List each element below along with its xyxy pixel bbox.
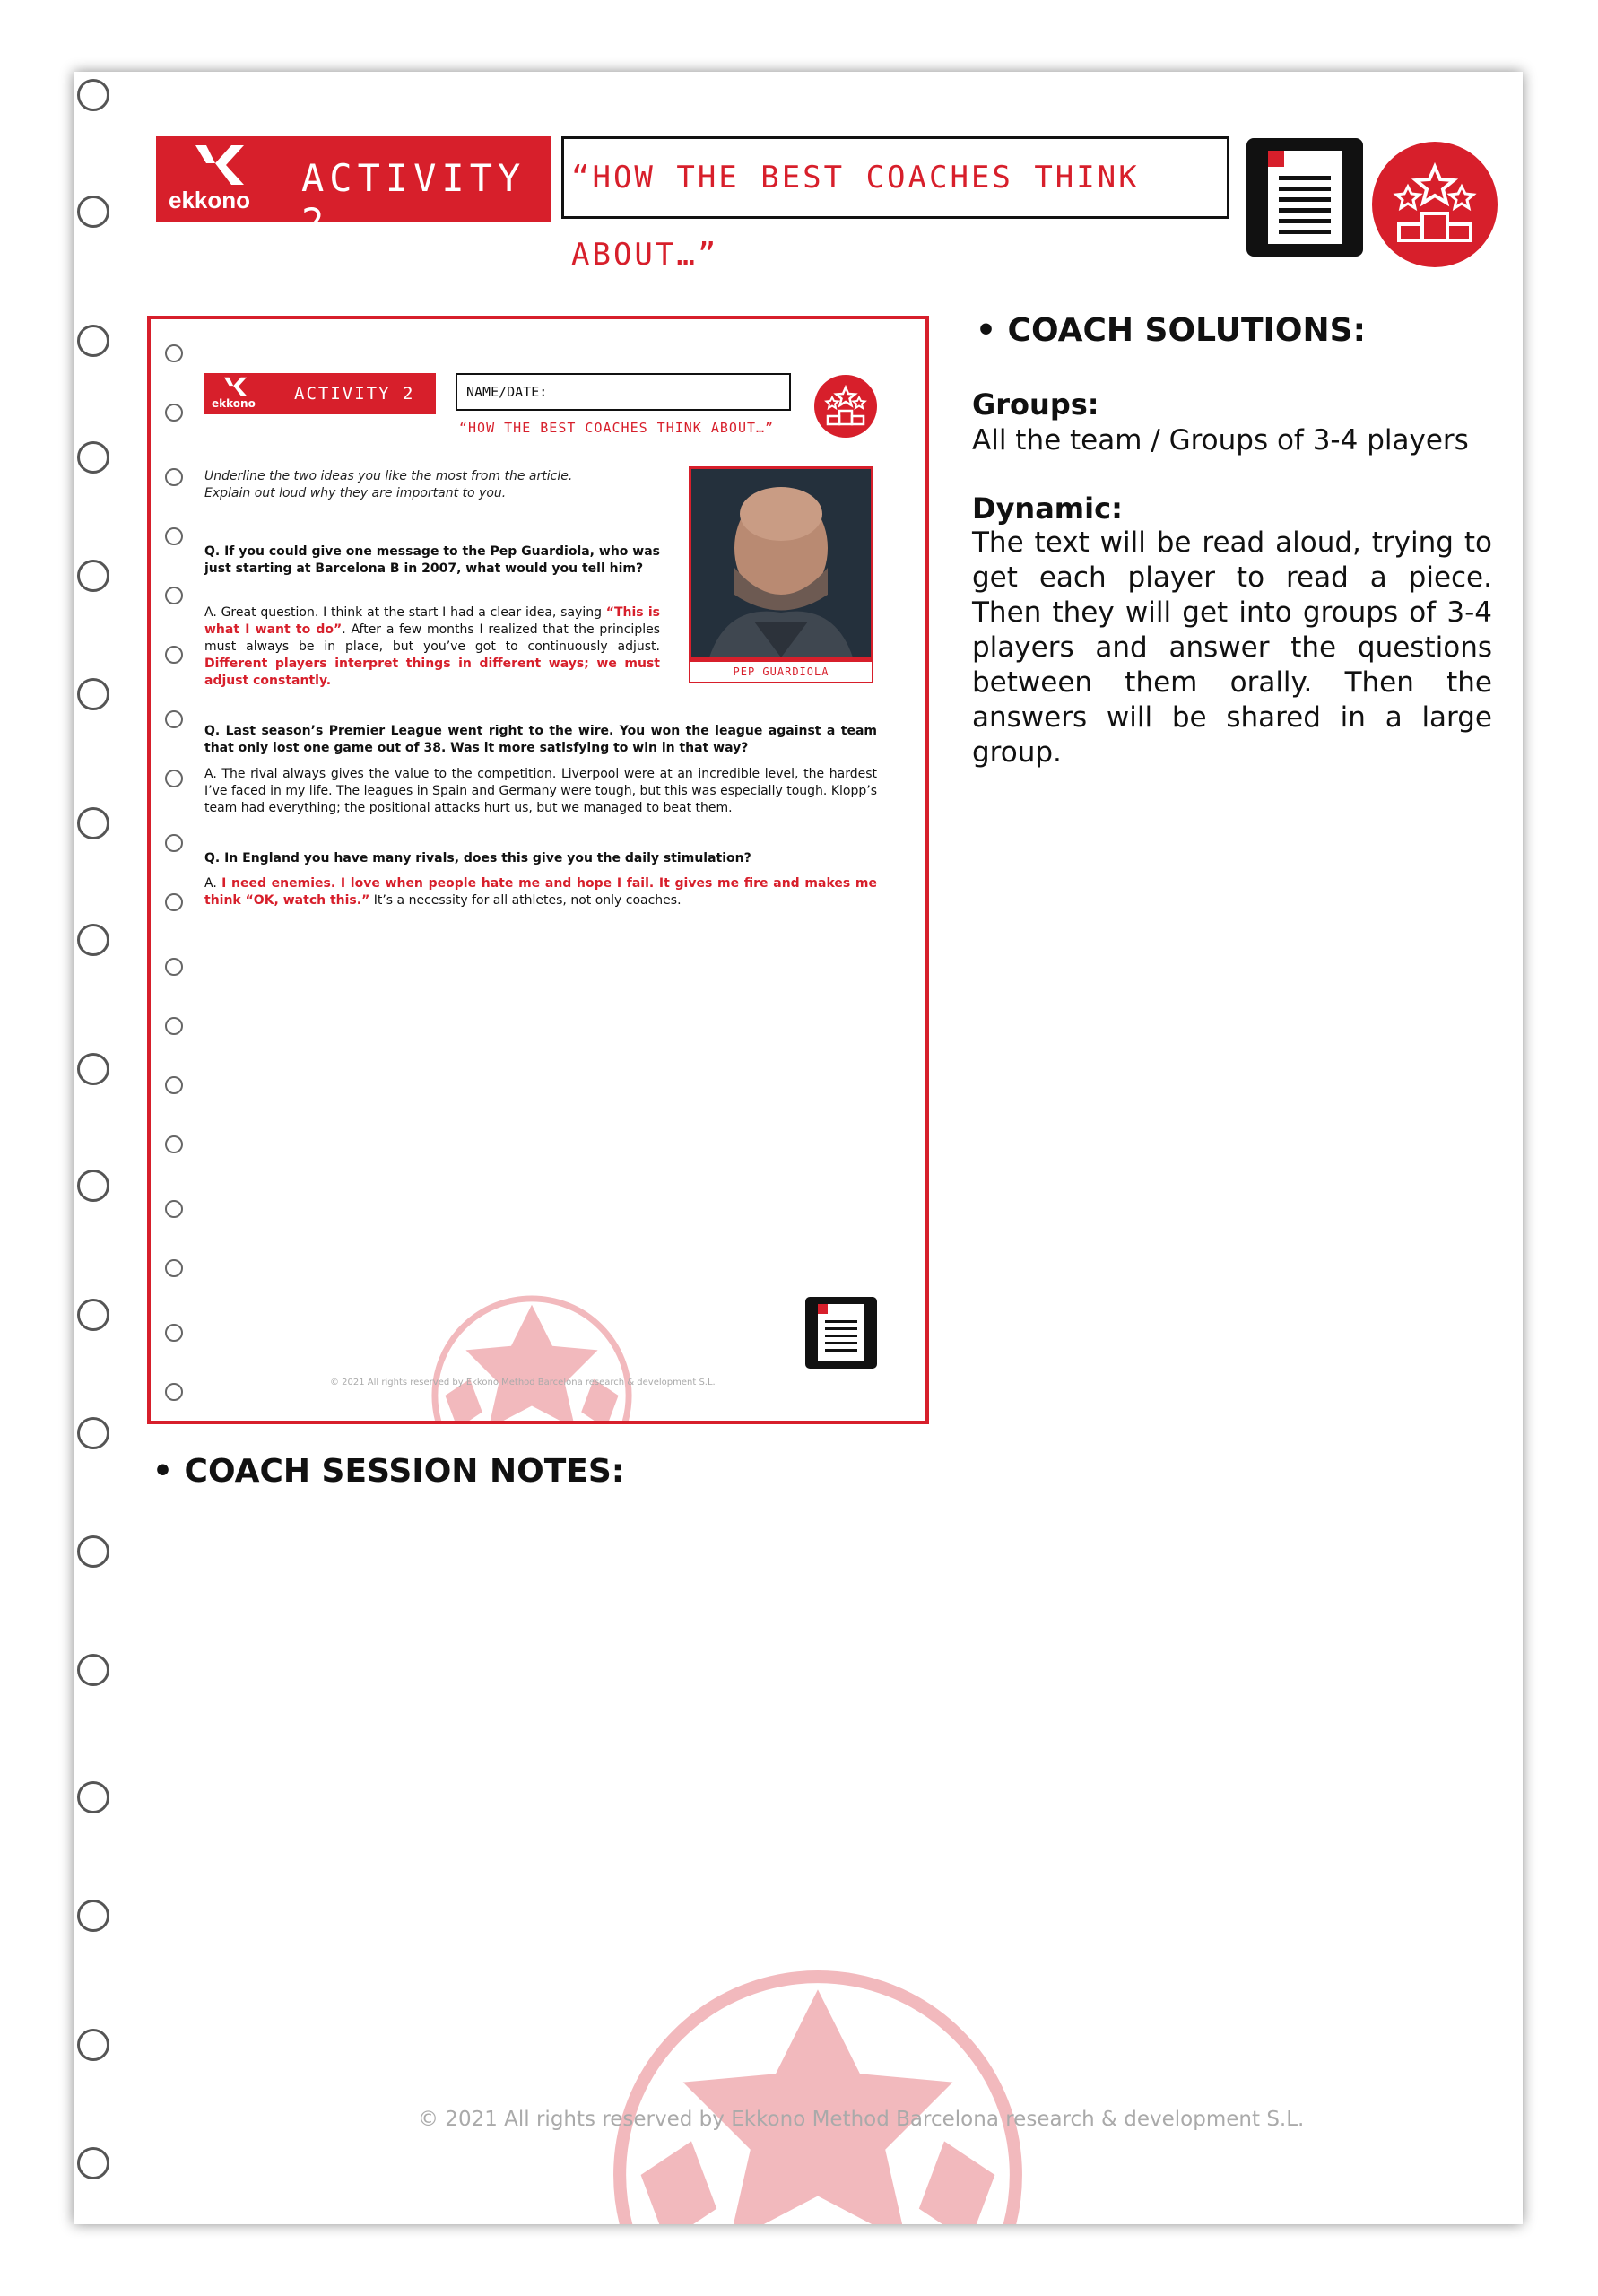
question-3: Q. In England you have many rivals, does this give you the daily stimulation? [204, 851, 751, 865]
binder-hole [77, 196, 109, 228]
dynamic-label: Dynamic: [972, 491, 1123, 526]
dynamic-text: The text will be read aloud, trying to get each player to read a piece. Then they will get into groups of 3-4 players and answer the questions between them orally. Then the answers will be shared in a large group. [972, 526, 1492, 769]
binder-hole [77, 2029, 109, 2061]
ekkono-logo-icon [195, 145, 246, 185]
answer-2: A. The rival always gives the value to the competition. Liverpool were at an incredible level, the hardest I’ve faced in my life. The leagues in Spain and Germany were tough, but this was especially tough. Klopp’s team had everything; the positional attacks hurt us, but we managed to beat them. [204, 767, 877, 815]
activity-header-banner [156, 136, 551, 244]
answer-1: A. Great question. I think at the start I had a clear idea, saying “This is what I want to do”. After a few months I realized that the principles must always be in place, but you’ve got to continuously adjust. Different players interpret things in different ways; we must adjust constantly. [204, 605, 661, 688]
binder-hole [77, 441, 109, 474]
photo-caption: PEP GUARDIOLA [689, 660, 873, 683]
answer-3: A. I need enemies. I love when people hate me and hope I fail. It gives me fire and makes me think “OK, watch this.” It’s a necessity for all athletes, not only coaches. [204, 876, 877, 908]
podium-stars-icon [1372, 142, 1498, 267]
brand-wordmark: ekkono [212, 397, 256, 410]
worksheet-activity-banner [204, 373, 436, 414]
coach-session-notes-heading: • COACH SESSION NOTES: [152, 1453, 625, 1490]
activity-title: ACTIVITY 2 [301, 156, 526, 244]
star-ball-watermark-icon [607, 1964, 1029, 2224]
binder-hole [77, 79, 109, 111]
binder-hole [165, 527, 183, 545]
worksheet-activity-title: ACTIVITY 2 [294, 384, 415, 404]
document-page [74, 72, 1523, 2224]
binder-hole [77, 1535, 109, 1568]
worksheet-copyright: © 2021 All rights reserved by Ekkono Method Barcelona research & development S.L. [330, 1378, 716, 1387]
name-date-field[interactable]: NAME/DATE: [456, 373, 791, 411]
binder-hole [165, 1076, 183, 1094]
binder-hole [77, 1170, 109, 1202]
binder-hole [77, 560, 109, 592]
brand-wordmark: ekkono [169, 187, 251, 213]
groups-text: All the team / Groups of 3-4 players [972, 424, 1469, 457]
binder-hole [165, 1259, 183, 1277]
worksheet-instructions [204, 468, 572, 502]
binder-hole [77, 1417, 109, 1449]
binder-hole [77, 325, 109, 357]
instruction-line: Explain out loud why they are important to you. [204, 486, 507, 500]
binder-hole [77, 807, 109, 839]
star-ball-watermark-icon [429, 1292, 635, 1424]
podium-stars-icon [814, 375, 877, 438]
ekkono-logo-icon [224, 377, 248, 396]
binder-hole [77, 924, 109, 956]
binder-hole [165, 1135, 183, 1153]
document-icon [1246, 138, 1363, 257]
coach-solutions-heading: • COACH SOLUTIONS: [976, 312, 1366, 349]
binder-hole [165, 710, 183, 728]
worksheet-subtitle: “HOW THE BEST COACHES THINK ABOUT…” [459, 420, 775, 436]
question-2: Q. Last season’s Premier League went right to the wire. You won the league against a team that only lost one game out of 38. Was it more satisfying to win in that way? [204, 724, 877, 755]
document-icon [805, 1297, 877, 1369]
binder-hole [165, 1383, 183, 1401]
activity-quote-title: “HOW THE BEST COACHES THINK ABOUT…” [561, 136, 1229, 219]
binder-hole [165, 344, 183, 362]
binder-hole [165, 834, 183, 852]
binder-hole [165, 646, 183, 664]
binder-hole [165, 770, 183, 787]
binder-hole [77, 1900, 109, 1932]
binder-hole [165, 958, 183, 976]
binder-hole [77, 678, 109, 710]
instruction-line: Underline the two ideas you like the most from the article. [204, 469, 573, 483]
binder-hole [165, 404, 183, 422]
guardiola-photo [689, 466, 873, 660]
binder-hole [165, 468, 183, 486]
binder-hole [165, 1324, 183, 1342]
footer-copyright: © 2021 All rights reserved by Ekkono Method Barcelona research & development S.L. [418, 2108, 1305, 2131]
binder-hole [165, 587, 183, 604]
binder-hole [165, 893, 183, 911]
groups-label: Groups: [972, 387, 1099, 422]
binder-hole [77, 1654, 109, 1686]
question-1: Q. If you could give one message to the Pep Guardiola, who was just starting at Barcelona B in 2007, what would you tell him? [204, 544, 660, 576]
binder-hole [77, 2147, 109, 2179]
worksheet-preview [147, 316, 929, 1424]
binder-hole [77, 1781, 109, 1813]
binder-hole [165, 1017, 183, 1035]
binder-hole [77, 1053, 109, 1085]
binder-hole [165, 1200, 183, 1218]
binder-hole [77, 1299, 109, 1331]
